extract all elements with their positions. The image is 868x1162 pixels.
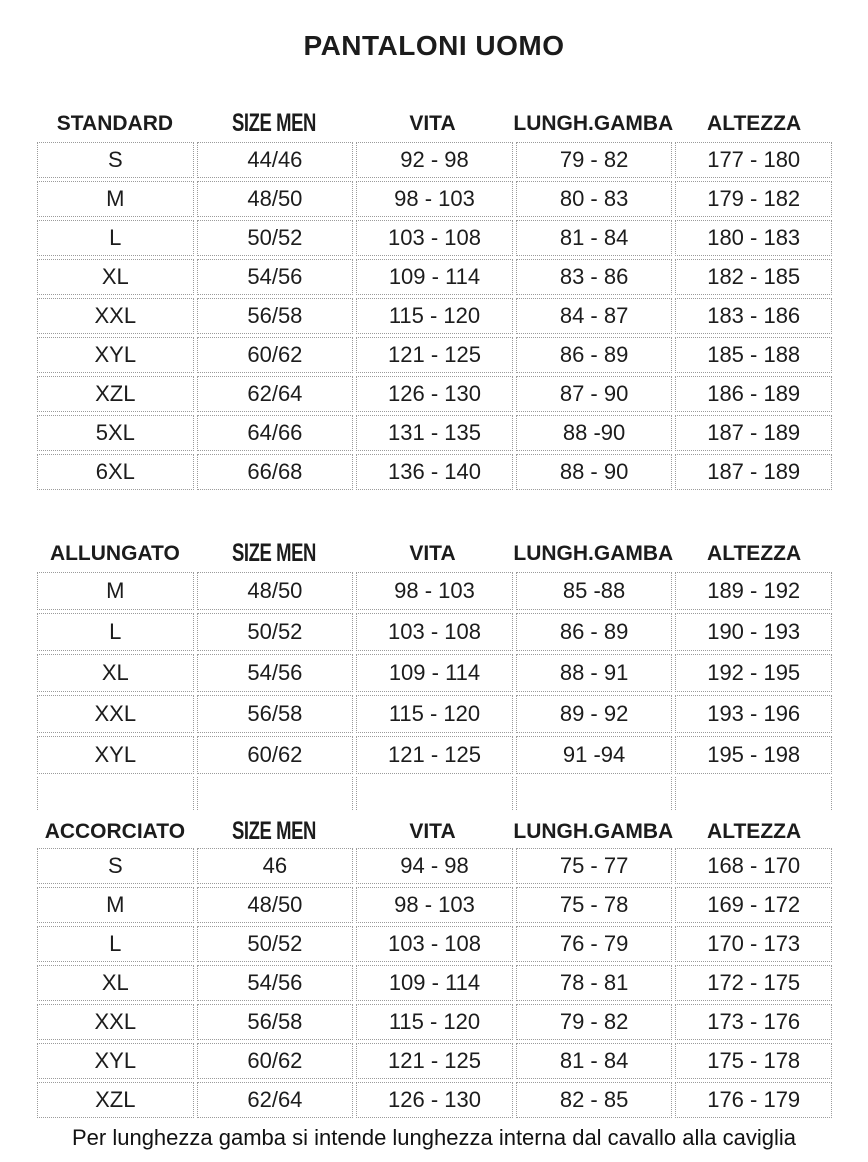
table-body-standard xyxy=(37,142,832,490)
table-cell: 180 - 183 xyxy=(675,220,832,256)
table-cell: 187 - 189 xyxy=(675,454,832,490)
table-cell: 50/52 xyxy=(197,220,354,256)
table-cell: 56/58 xyxy=(197,298,354,334)
table-body-allungato xyxy=(37,572,832,810)
column-header-lungh-gamba: LUNGH.GAMBA xyxy=(513,820,674,843)
table-cell: 115 - 120 xyxy=(356,695,513,733)
table-cell: 66/68 xyxy=(197,454,354,490)
table-row xyxy=(37,654,832,692)
table-row xyxy=(37,965,832,1001)
table-cell: 179 - 182 xyxy=(675,181,832,217)
table-cell: 103 - 108 xyxy=(356,220,513,256)
table-row xyxy=(37,736,832,774)
table-cell: XZL xyxy=(37,1082,194,1118)
table-cell: 56/58 xyxy=(197,1004,354,1040)
column-header-vita: VITA xyxy=(409,112,456,135)
table-cell: 48/50 xyxy=(197,572,354,610)
table-cell: 177 - 180 xyxy=(675,142,832,178)
table-row xyxy=(37,572,832,610)
column-header-altezza: ALTEZZA xyxy=(707,820,802,843)
table-cell: 195 - 198 xyxy=(675,736,832,774)
table-row xyxy=(37,848,832,884)
table-cell: 98 - 103 xyxy=(356,181,513,217)
table-cell: 109 - 114 xyxy=(356,965,513,1001)
table-cell: 186 - 189 xyxy=(675,376,832,412)
table-cell: 5XL xyxy=(37,415,194,451)
table-cell-empty xyxy=(675,777,832,810)
table-row xyxy=(37,695,832,733)
table-cell: 84 - 87 xyxy=(516,298,673,334)
table-cell: 83 - 86 xyxy=(516,259,673,295)
table-cell: 44/46 xyxy=(197,142,354,178)
table-cell: 193 - 196 xyxy=(675,695,832,733)
table-cell: 6XL xyxy=(37,454,194,490)
table-row xyxy=(37,181,832,217)
table-cell-empty xyxy=(356,777,513,810)
table-header-row xyxy=(37,534,832,566)
table-row xyxy=(37,220,832,256)
table-cell: 79 - 82 xyxy=(516,142,673,178)
table-row xyxy=(37,454,832,490)
table-cell: 115 - 120 xyxy=(356,298,513,334)
table-cell: 82 - 85 xyxy=(516,1082,673,1118)
table-cell: 109 - 114 xyxy=(356,654,513,692)
table-cell: XL xyxy=(37,654,194,692)
table-body-accorciato xyxy=(37,848,832,1118)
table-cell: 115 - 120 xyxy=(356,1004,513,1040)
table-cell: 185 - 188 xyxy=(675,337,832,373)
column-header-size-men-label: SIZE MEN xyxy=(231,108,316,137)
table-cell: XYL xyxy=(37,736,194,774)
table-cell: 98 - 103 xyxy=(356,887,513,923)
table-cell: 92 - 98 xyxy=(356,142,513,178)
table-cell: 54/56 xyxy=(197,965,354,1001)
table-cell: 131 - 135 xyxy=(356,415,513,451)
column-header-fit-allungato: ALLUNGATO xyxy=(49,542,180,565)
table-cell: 183 - 186 xyxy=(675,298,832,334)
table-cell: 176 - 179 xyxy=(675,1082,832,1118)
table-cell-empty xyxy=(37,777,194,810)
table-cell: 79 - 82 xyxy=(516,1004,673,1040)
table-cell: 60/62 xyxy=(197,736,354,774)
table-row xyxy=(37,887,832,923)
table-row xyxy=(37,1004,832,1040)
column-header-size-men xyxy=(196,110,352,136)
table-cell: 76 - 79 xyxy=(516,926,673,962)
column-header-vita: VITA xyxy=(409,820,456,843)
table-row xyxy=(37,1082,832,1118)
table-cell: M xyxy=(37,572,194,610)
column-header-fit-accorciato: ACCORCIATO xyxy=(44,820,186,843)
table-row xyxy=(37,376,832,412)
table-cell: 87 - 90 xyxy=(516,376,673,412)
table-cell: S xyxy=(37,142,194,178)
table-cell: 62/64 xyxy=(197,1082,354,1118)
table-cell: 86 - 89 xyxy=(516,337,673,373)
table-cell: 80 - 83 xyxy=(516,181,673,217)
column-header-lungh-gamba: LUNGH.GAMBA xyxy=(513,112,674,135)
table-cell: 81 - 84 xyxy=(516,1043,673,1079)
table-cell: 75 - 78 xyxy=(516,887,673,923)
column-header-vita: VITA xyxy=(409,542,456,565)
column-header-altezza: ALTEZZA xyxy=(707,542,802,565)
table-cell: 192 - 195 xyxy=(675,654,832,692)
table-cell: 46 xyxy=(197,848,354,884)
table-cell: M xyxy=(37,181,194,217)
page-title: PANTALONI UOMO xyxy=(303,30,565,61)
table-cell: M xyxy=(37,887,194,923)
table-cell-empty xyxy=(197,777,354,810)
table-cell: 189 - 192 xyxy=(675,572,832,610)
table-cell: 88 - 91 xyxy=(516,654,673,692)
column-header-altezza: ALTEZZA xyxy=(707,112,802,135)
table-header-row xyxy=(37,814,832,844)
table-cell: 50/52 xyxy=(197,926,354,962)
table-cell: 62/64 xyxy=(197,376,354,412)
table-cell: 103 - 108 xyxy=(356,926,513,962)
table-cell: 64/66 xyxy=(197,415,354,451)
table-row xyxy=(37,142,832,178)
table-cell: 50/52 xyxy=(197,613,354,651)
footnote: Per lunghezza gamba si intende lunghezza interna dal cavallo alla caviglia xyxy=(71,1125,796,1150)
table-cell: XYL xyxy=(37,337,194,373)
table-cell: 48/50 xyxy=(197,181,354,217)
table-cell: 89 - 92 xyxy=(516,695,673,733)
table-cell: 126 - 130 xyxy=(356,376,513,412)
table-cell: 56/58 xyxy=(197,695,354,733)
table-cell: 48/50 xyxy=(197,887,354,923)
table-cell: 126 - 130 xyxy=(356,1082,513,1118)
table-cell: 78 - 81 xyxy=(516,965,673,1001)
table-cell: 173 - 176 xyxy=(675,1004,832,1040)
table-standard xyxy=(37,104,832,490)
table-cell: 109 - 114 xyxy=(356,259,513,295)
table-cell: 60/62 xyxy=(197,1043,354,1079)
table-header-row xyxy=(37,104,832,136)
table-cell: 121 - 125 xyxy=(356,337,513,373)
table-cell: XXL xyxy=(37,298,194,334)
table-cell: 169 - 172 xyxy=(675,887,832,923)
table-cell: L xyxy=(37,613,194,651)
table-empty-row xyxy=(37,777,832,810)
table-row xyxy=(37,259,832,295)
table-row xyxy=(37,415,832,451)
column-header-size-men-label: SIZE MEN xyxy=(231,816,316,845)
table-cell: 168 - 170 xyxy=(675,848,832,884)
table-allungato xyxy=(37,534,832,810)
table-cell: 86 - 89 xyxy=(516,613,673,651)
table-row xyxy=(37,1043,832,1079)
table-cell: 187 - 189 xyxy=(675,415,832,451)
table-cell: 170 - 173 xyxy=(675,926,832,962)
table-row xyxy=(37,926,832,962)
table-cell: 182 - 185 xyxy=(675,259,832,295)
table-cell: 121 - 125 xyxy=(356,1043,513,1079)
column-header-lungh-gamba: LUNGH.GAMBA xyxy=(513,542,674,565)
table-cell: 88 - 90 xyxy=(516,454,673,490)
table-cell: L xyxy=(37,926,194,962)
table-cell: 172 - 175 xyxy=(675,965,832,1001)
table-cell-empty xyxy=(516,777,673,810)
column-header-fit-standard: STANDARD xyxy=(56,112,174,135)
table-row xyxy=(37,298,832,334)
table-cell: 94 - 98 xyxy=(356,848,513,884)
table-cell: XL xyxy=(37,965,194,1001)
table-cell: 98 - 103 xyxy=(356,572,513,610)
table-cell: 175 - 178 xyxy=(675,1043,832,1079)
table-cell: XL xyxy=(37,259,194,295)
table-cell: 60/62 xyxy=(197,337,354,373)
table-cell: 75 - 77 xyxy=(516,848,673,884)
table-cell: S xyxy=(37,848,194,884)
table-cell: 121 - 125 xyxy=(356,736,513,774)
table-cell: L xyxy=(37,220,194,256)
table-cell: XYL xyxy=(37,1043,194,1079)
table-cell: 190 - 193 xyxy=(675,613,832,651)
table-cell: 85 -88 xyxy=(516,572,673,610)
column-header-size-men xyxy=(196,540,352,566)
table-cell: 54/56 xyxy=(197,654,354,692)
table-row xyxy=(37,613,832,651)
table-cell: XZL xyxy=(37,376,194,412)
table-cell: XXL xyxy=(37,695,194,733)
table-cell: 103 - 108 xyxy=(356,613,513,651)
table-cell: 91 -94 xyxy=(516,736,673,774)
table-accorciato xyxy=(37,814,832,1118)
column-header-size-men xyxy=(196,818,352,844)
table-cell: 54/56 xyxy=(197,259,354,295)
table-cell: XXL xyxy=(37,1004,194,1040)
table-cell: 81 - 84 xyxy=(516,220,673,256)
table-cell: 88 -90 xyxy=(516,415,673,451)
table-row xyxy=(37,337,832,373)
table-cell: 136 - 140 xyxy=(356,454,513,490)
column-header-size-men-label: SIZE MEN xyxy=(231,538,316,567)
